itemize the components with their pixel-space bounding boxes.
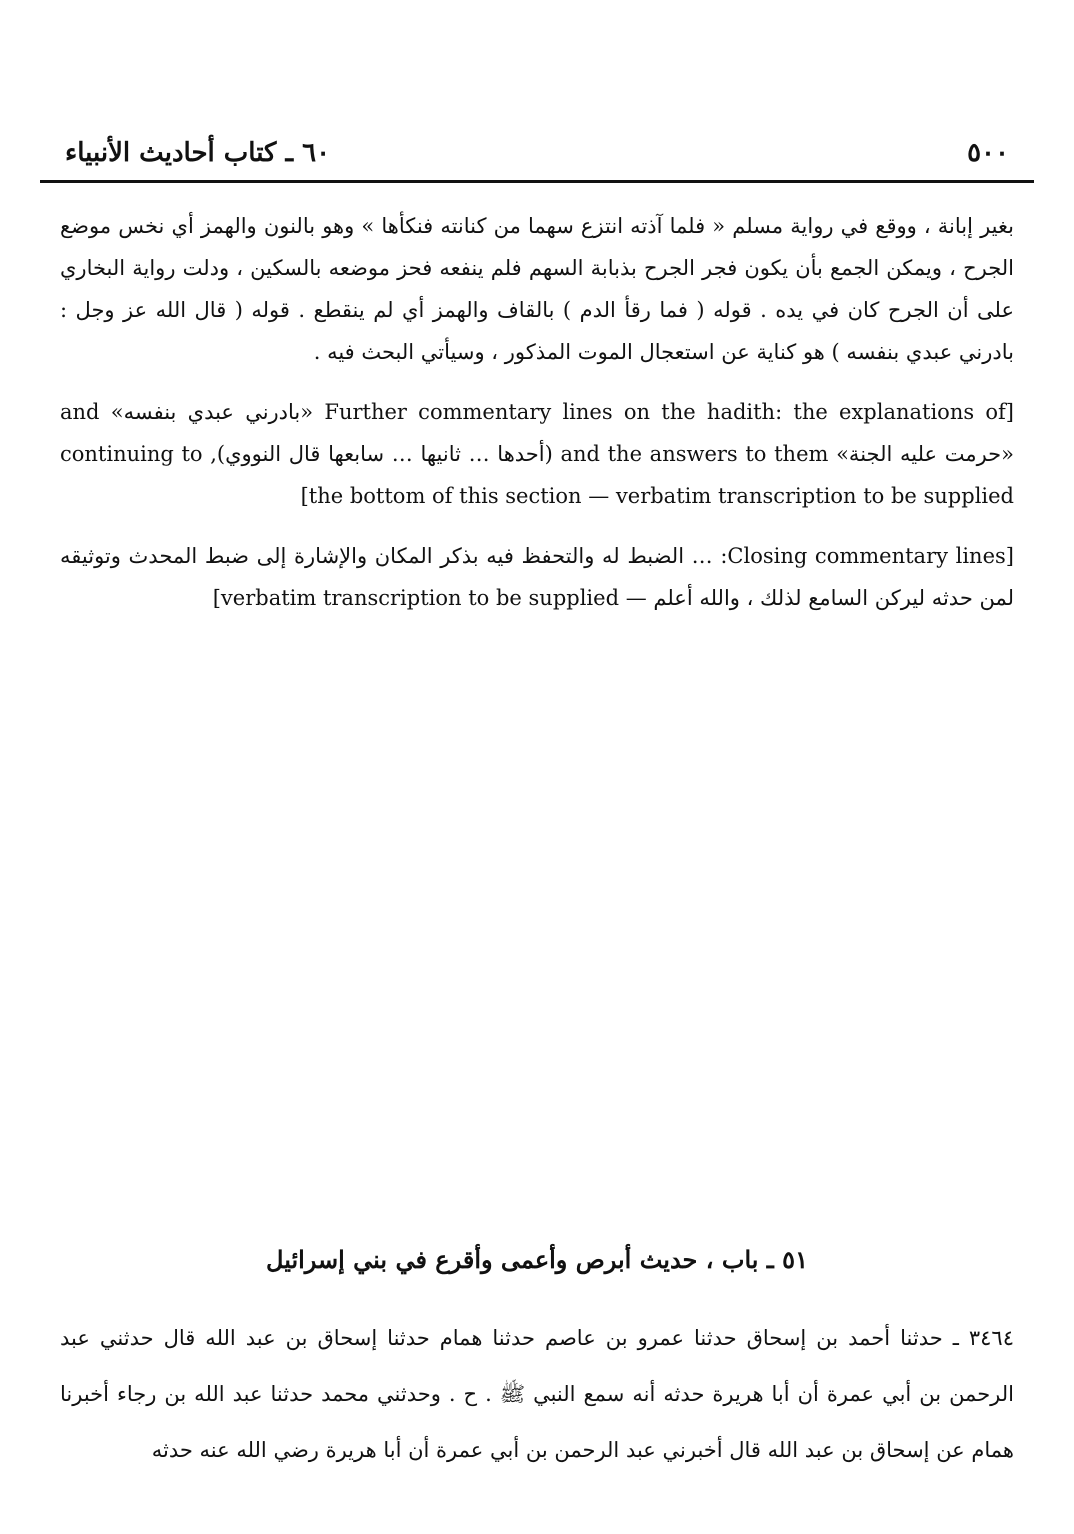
commentary-paragraph: بغير إبانة ، ووقع في رواية مسلم « فلما آذته انتزع سهما من كنانته فنكأها » وهو بالنون والهمز أي نخس موضع الجرح ، ويمكن الجمع بأن يكون فجر الجرح بذبابة السهم فلم ينفعه فحز موضعه بالسكين ، ودلت رواية البخاري على أن الجرح كان في يده . قوله ( فما رقأ الدم ) بالقاف والهمز أي لم ينقطع . قوله ( قال الله عز وجل : بادرني عبدي بنفسه ) هو كناية عن استعجال الموت المذكور ، وسيأتي البحث فيه . <box>60 214 1014 364</box>
commentary-paragraph: [Further commentary lines on the hadith: the explanations of «بادرني عبدي بنفسه» and «حرمت عليه الجنة» and the answers to them (أحدها … ثانيها … سابعها قال النووي), continuing to the bottom of this section — verbatim transcription to be supplied] <box>60 400 1014 508</box>
book-title: ٦٠ ـ كتاب أحاديث الأنبياء <box>65 138 331 168</box>
header-divider <box>40 180 1034 183</box>
commentary-block <box>60 205 1014 637</box>
hadith-text: ٣٤٦٤ ـ حدثنا أحمد بن إسحاق حدثنا عمرو بن عاصم حدثنا همام حدثنا إسحاق بن عبد الله قال حدثني عبد الرحمن بن أبي عمرة أن أبا هريرة حدثه أنه سمع النبي ﷺ . ح . وحدثني محمد حدثنا عبد الله بن رجاء أخبرنا همام عن إسحاق بن عبد الله قال أخبرني عبد الرحمن بن أبي عمرة أن أبا هريرة رضي الله عنه حدثه <box>60 1326 1014 1462</box>
chapter-heading: ٥١ ـ باب ، حديث أبرص وأعمى وأقرع في بني إسرائيل <box>266 1245 808 1274</box>
commentary-paragraph: [Closing commentary lines: … الضبط له والتحفظ فيه بذكر المكان والإشارة إلى ضبط المحدث وتوثيقه لمن حدثه ليركن السامع لذلك ، والله أعلم — verbatim transcription to be supplied] <box>60 544 1014 610</box>
page-number: ٥٠٠ <box>967 138 1009 168</box>
page-header <box>65 130 1009 176</box>
